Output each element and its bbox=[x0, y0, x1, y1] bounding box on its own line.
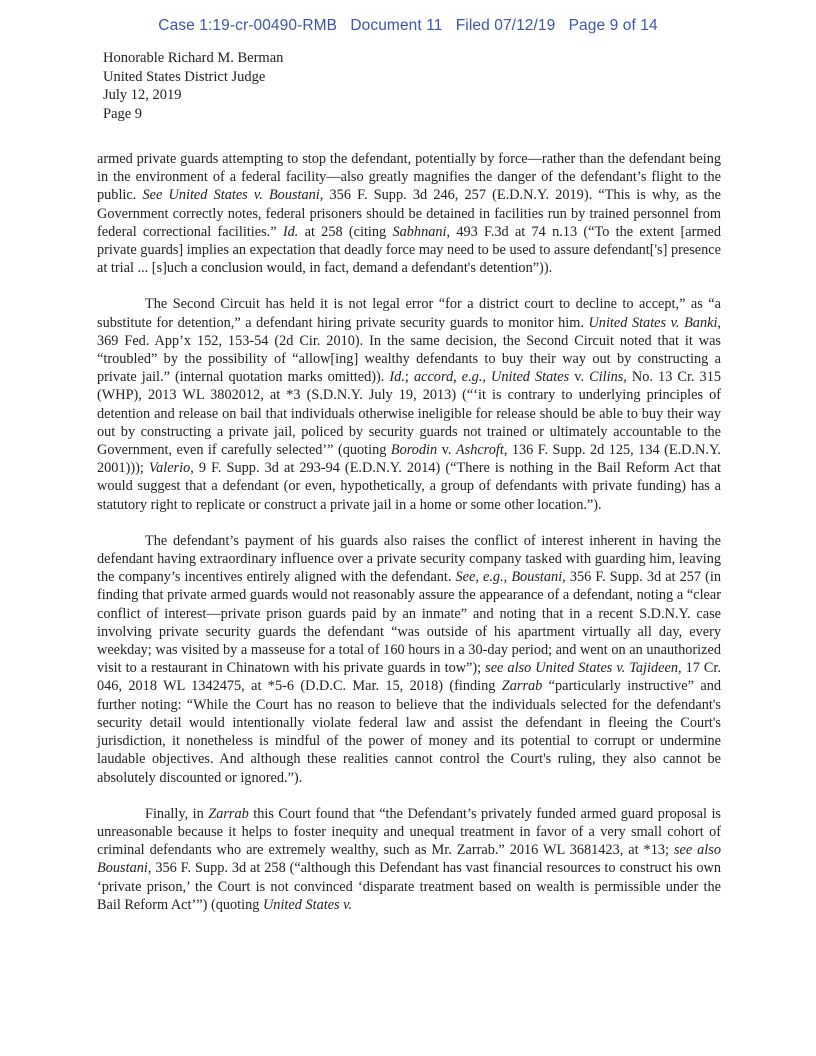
letter-date: July 12, 2019 bbox=[103, 87, 182, 103]
paragraph-2: The Second Circuit has held it is not legal error “for a district court to decline to accept,” as “a substitute for detention,” a defendant hiring private security guards to monitor him. United States v. Banki, 369 Fed. App’x 152, 153-54 (2d Cir. 2010). In the same decision, the Second Circuit noted that it was “troubled” by the possibility of “allow[ing] wealthy defendants to buy their way out by constructing a private jail.” (internal quotation marks omitted)). Id.; accord, e.g., United States v. Cilins, No. 13 Cr. 315 (WHP), 2013 WL 3802012, at *3 (S.D.N.Y. July 19, 2013) (“‘it is contrary to underlying principles of detention and release on bail that individuals otherwise ineligible for release should be able to buy their way out by constructing a private jail, policed by security guards not trained or ultimately accountable to the Government, even if carefully selected’” (quoting Borodin v. Ashcroft, 136 F. Supp. 2d 125, 134 (E.D.N.Y. 2001))); Valerio, 9 F. Supp. 3d at 293-94 (E.D.N.Y. 2014) (“There is nothing in the Bail Reform Act that would suggest that a defendant (or even, hypothetically, a group of defendants with private funding) has a statutory right to replicate or construct a private jail in a home or some other location.”). bbox=[97, 296, 722, 513]
letterhead bbox=[103, 49, 283, 123]
document-number: Document 11 bbox=[350, 17, 443, 34]
judge-name: Honorable Richard M. Berman bbox=[103, 50, 284, 66]
paragraph-1: armed private guards attempting to stop the defendant, potentially by force—rather than the defendant being in the environment of a federal facility—also greatly magnifies the danger of the defendant’s flight to the public. See United States v. Boustani, 356 F. Supp. 3d 246, 257 (E.D.N.Y. 2019). “This is why, as the Government correctly notes, federal prisoners should be detained in facilities run by trained personnel from federal correctional facilities.” Id. at 258 (citing Sabhnani, 493 F.3d at 74 n.13 (“To the extent [armed private guards] implies an expectation that deadly force may need to be used to assure defendant['s] presence at trial ... [s]uch a conclusion would, in fact, demand a defendant's detention”)). bbox=[97, 151, 721, 277]
case-number: Case 1:19-cr-00490-RMB bbox=[158, 17, 338, 34]
paragraph-4: Finally, in Zarrab this Court found that “the Defendant’s privately funded armed guard proposal is unreasonable because it helps to foster inequity and unequal treatment in favor of a very small cohort of criminal defendants who are extremely wealthy, such as Mr. Zarrab.” 2016 WL 3681423, at *13; see also Boustani, 356 F. Supp. 3d at 258 (“although this Defendant has vast financial resources to construct his own ‘private prison,’ the Court is not convinced ‘disparate treatment based on wealth is permissible under the Bail Reform Act’”) (quoting United States v. bbox=[97, 805, 721, 913]
filed-date: Filed 07/12/19 bbox=[455, 17, 556, 34]
judge-title: United States District Judge bbox=[103, 68, 266, 85]
ecf-header bbox=[0, 17, 816, 35]
letter-page: Page 9 bbox=[103, 105, 143, 122]
letter-body bbox=[97, 150, 721, 914]
paragraph-3: The defendant’s payment of his guards also raises the conflict of interest inherent in having the defendant having extraordinary influence over a private security company tasked with guarding him, leaving the company’s incentives entirely aligned with the defendant. See, e.g., Boustani, 356 F. Supp. 3d at 257 (in finding that private armed guards would not reasonably assure the appearance of a defendant, noting a “clear conflict of interest—private prison guards paid by an inmate” and noting that in a recent S.D.N.Y. case involving private security guards the defendant “was outside of his apartment virtually all day, every weekday; was visited by a masseuse for a total of 160 hours in a 30-day period; and went on an unauthorized visit to a restaurant in Chinatown with his private guards in tow”); see also United States v. Tajideen, 17 Cr. 046, 2018 WL 1342475, at *5-6 (D.D.C. Mar. 15, 2018) (finding Zarrab “particularly instructive” and further noting: “While the Court has no reason to believe that the individuals selected for the defendant's security detail would intentionally violate federal law and assist the defendant in fleeing the Court's jurisdiction, it nonetheless is mindful of the power of money and its potential to corrupt or undermine laudable objectives. And although these realities cannot control the Court's ruling, they also cannot be absolutely discounted or ignored.”). bbox=[97, 532, 721, 786]
page-count: Page 9 of 14 bbox=[568, 17, 658, 34]
